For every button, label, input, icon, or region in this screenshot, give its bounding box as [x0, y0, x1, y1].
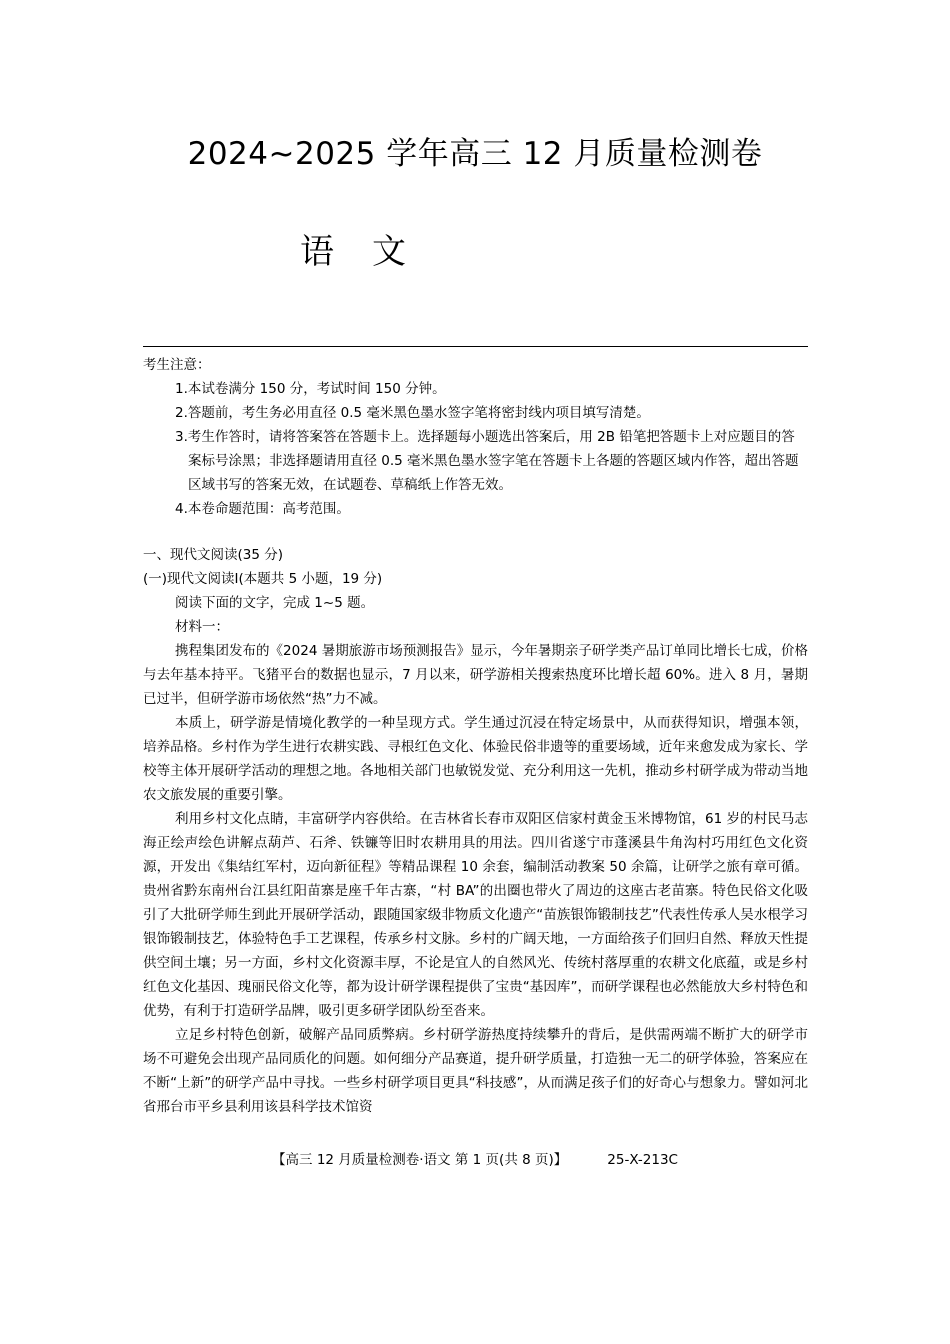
paragraph: 利用乡村文化点睛，丰富研学内容供给。在吉林省长春市双阳区信家村黄金玉米博物馆，61 岁的村民马志海正绘声绘色讲解点葫芦、石斧、铁镰等旧时农耕用具的用法。四川省遂宁市蓬溪县牛角沟村巧用红色文化资源，开发出《集结红军村，迈向新征程》等精品课程 10 余套，编制活动教案 50 余篇，让研学之旅有章可循。贵州省黔东南州台江县红阳苗寨是座千年古寨，“村 BA”的出圈也带火了周边的这座古老苗寨。特色民俗文化吸引了大批研学师生到此开展研学活动，跟随国家级非物质文化遗产“苗族银饰锻制技艺”代表性传承人吴水根学习银饰锻制技艺，体验特色手工艺课程，传承乡村文脉。乡村的广阔天地，一方面给孩子们回归自然、释放天性提供空间土壤；另一方面，乡村文化资源丰厚，不论是宜人的自然风光、传统村落厚重的农耕文化底蕴，或是乡村红色文化基因、瑰丽民俗文化等，都为设计研学课程提供了宝贵“基因库”，而研学课程也必然能放大乡村特色和优势，有利于打造研学品牌，吸引更多研学团队纷至沓来。	[143, 811, 808, 1019]
reading-section	[143, 543, 808, 1119]
paragraph: 立足乡村特色创新，破解产品同质弊病。乡村研学游热度持续攀升的背后，是供需两端不断扩大的研学市场不可避免会出现产品同质化的问题。如何细分产品赛道，提升研学质量，打造独一无二的研学体验，答案应在不断“上新”的研学产品中寻找。一些乡村研学项目更具“科技感”，从而满足孩子们的好奇心与想象力。譬如河北省邢台市平乡县利用该县科学技术馆资	[143, 1027, 808, 1115]
exam-title: 2024~2025 学年高三 12 月质量检测卷	[187, 136, 763, 172]
notice-item: 2.答题前，考生务必用直径 0.5 毫米黑色墨水签字笔将密封线内项目填写清楚。	[175, 405, 650, 421]
material-label: 材料一：	[175, 619, 229, 635]
subject-title: 语文	[300, 232, 444, 272]
section-instruction: 阅读下面的文字，完成 1~5 题。	[175, 595, 375, 611]
candidate-notice	[143, 353, 808, 521]
paragraph: 本质上，研学游是情境化教学的一种呈现方式。学生通过沉浸在特定场景中，从而获得知识，增强本领，培养品格。乡村作为学生进行农耕实践、寻根红色文化、体验民俗非遗等的重要场域，近年来愈发成为家长、学校等主体开展研学活动的理想之地。各地相关部门也敏锐发觉、充分利用这一先机，推动乡村研学成为带动当地农文旅发展的重要引擎。	[143, 715, 808, 803]
header-divider	[143, 346, 808, 347]
notice-heading: 考生注意：	[143, 357, 211, 373]
page-footer	[0, 1150, 950, 1170]
paragraph: 携程集团发布的《2024 暑期旅游市场预测报告》显示，今年暑期亲子研学类产品订单同比增长七成，价格与去年基本持平。飞猪平台的数据也显示，7 月以来，研学游相关搜索热度环比增长超 60%。进入 8 月，暑期已过半，但研学游市场依然“热”力不减。	[143, 643, 808, 707]
footer-exam-code: 25-X-213C	[607, 1152, 678, 1168]
notice-item: 4.本卷命题范围：高考范围。	[175, 501, 350, 517]
section-subheading: (一)现代文阅读Ⅰ(本题共 5 小题，19 分)	[143, 571, 383, 587]
notice-item: 1.本试卷满分 150 分，考试时间 150 分钟。	[175, 381, 446, 397]
notice-item: 3.考生作答时，请将答案答在答题卡上。选择题每小题选出答案后，用 2B 铅笔把答题卡上对应题目的答案标号涂黑；非选择题请用直径 0.5 毫米黑色墨水签字笔在答题卡上各题的答题区域内作答，超出答题区域书写的答案无效，在试题卷、草稿纸上作答无效。	[175, 429, 799, 493]
footer-page-info: 【高三 12 月质量检测卷·语文 第 1 页(共 8 页)】	[272, 1152, 568, 1168]
section-heading: 一、现代文阅读(35 分)	[143, 547, 284, 563]
